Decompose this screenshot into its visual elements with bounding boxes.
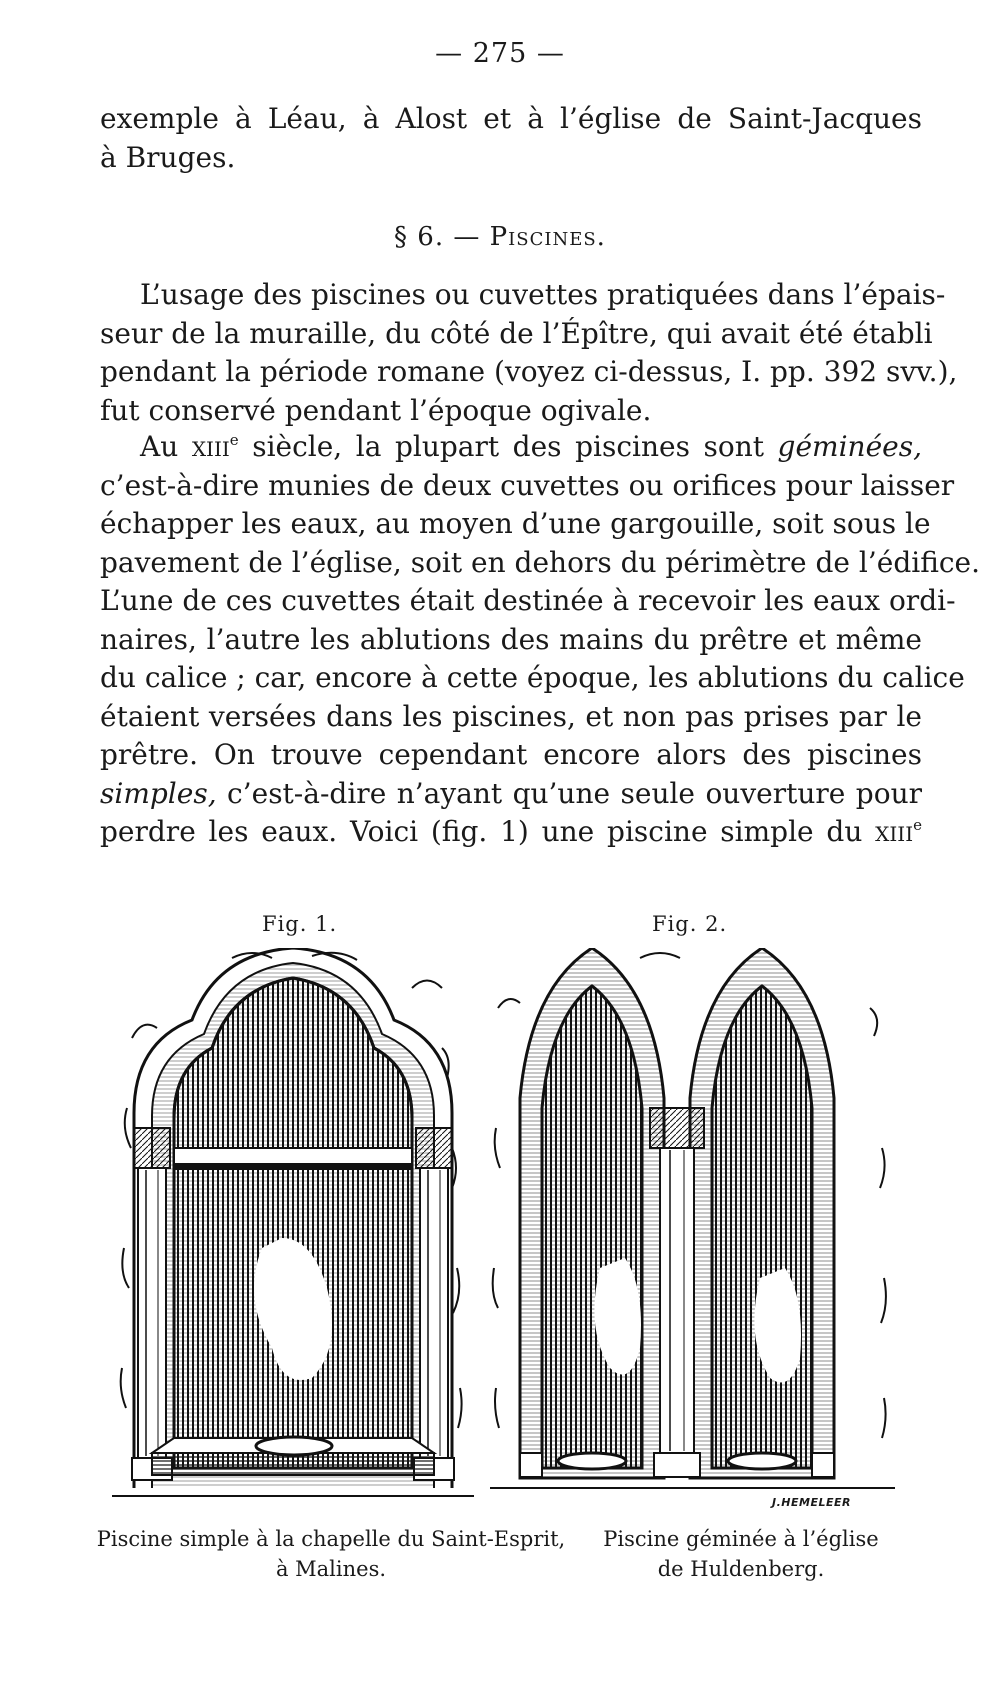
text-run: siècle, la plupart des piscines sont <box>238 430 778 463</box>
paragraph-2 <box>100 428 981 852</box>
text-line: seur de la muraille, du côté de l’Épître, qui avait été établi <box>100 316 933 350</box>
figure-2-label: Fig. 2. <box>652 912 728 936</box>
text-line: à Bruges. <box>100 140 236 174</box>
text-run: perdre les eaux. Voici (fig. 1) une piscine simple du <box>100 815 876 848</box>
page-number: — 275 — <box>435 38 565 69</box>
caption-line: à Malines. <box>275 1557 387 1581</box>
superscript: e <box>913 816 922 834</box>
text-run: c’est-à-dire n’ayant qu’une seule ouverture pour <box>216 776 922 810</box>
caption-line: Piscine géminée à l’église <box>603 1527 879 1551</box>
text-run: Au <box>140 430 192 463</box>
text-line: pavement de l’église, soit en dehors du périmètre de l’édifice. <box>100 545 981 579</box>
text-line: naires, l’autre les ablutions des mains du prêtre et même <box>100 622 922 656</box>
text-line <box>100 775 922 814</box>
text-line <box>100 813 922 852</box>
text-line: étaient versées dans les piscines, et non pas prises par le <box>100 699 922 733</box>
century-numeral: xiii <box>875 815 914 848</box>
emphasis: géminées, <box>777 430 922 463</box>
caption-line: de Huldenberg. <box>657 1557 825 1581</box>
text-line: fut conservé pendant l’époque ogivale. <box>100 393 652 427</box>
intro-paragraph <box>100 100 922 177</box>
caption-line: Piscine simple à la chapelle du Saint-Esprit, <box>96 1527 566 1551</box>
figure-2-caption <box>586 1524 896 1584</box>
paragraph-1 <box>100 276 958 430</box>
figure-1-label: Fig. 1. <box>262 912 338 936</box>
section-heading-text: § 6. — Piscines. <box>394 222 606 252</box>
text-line: c’est-à-dire munies de deux cuvettes ou orifices pour laisser <box>100 468 955 502</box>
text-line: exemple à Léau, à Alost et à l’église de Saint-Jacques <box>100 102 922 135</box>
century-numeral: xiii <box>191 430 230 463</box>
text-line <box>100 428 922 467</box>
text-line: prêtre. On trouve cependant encore alors des piscines <box>100 738 922 771</box>
text-line: L’usage des piscines ou cuvettes pratiquées dans l’épais- <box>140 278 946 311</box>
text-line: pendant la période romane (voyez ci-dessus, I. pp. 392 svv.), <box>100 355 958 388</box>
emphasis: simples, <box>100 776 217 810</box>
engraver-signature: J.HEMELEER <box>772 1496 851 1509</box>
text-line: L’une de ces cuvettes était destinée à recevoir les eaux ordi- <box>100 584 956 617</box>
text-line: échapper les eaux, au moyen d’une gargouille, soit sous le <box>100 507 931 540</box>
section-heading <box>0 222 1000 252</box>
superscript: e <box>229 431 239 449</box>
figure-1-engraving <box>112 948 474 1514</box>
figure-2-engraving <box>490 948 895 1514</box>
figure-1-caption <box>96 1524 566 1584</box>
text-line: du calice ; car, encore à cette époque, les ablutions du calice <box>100 661 965 694</box>
